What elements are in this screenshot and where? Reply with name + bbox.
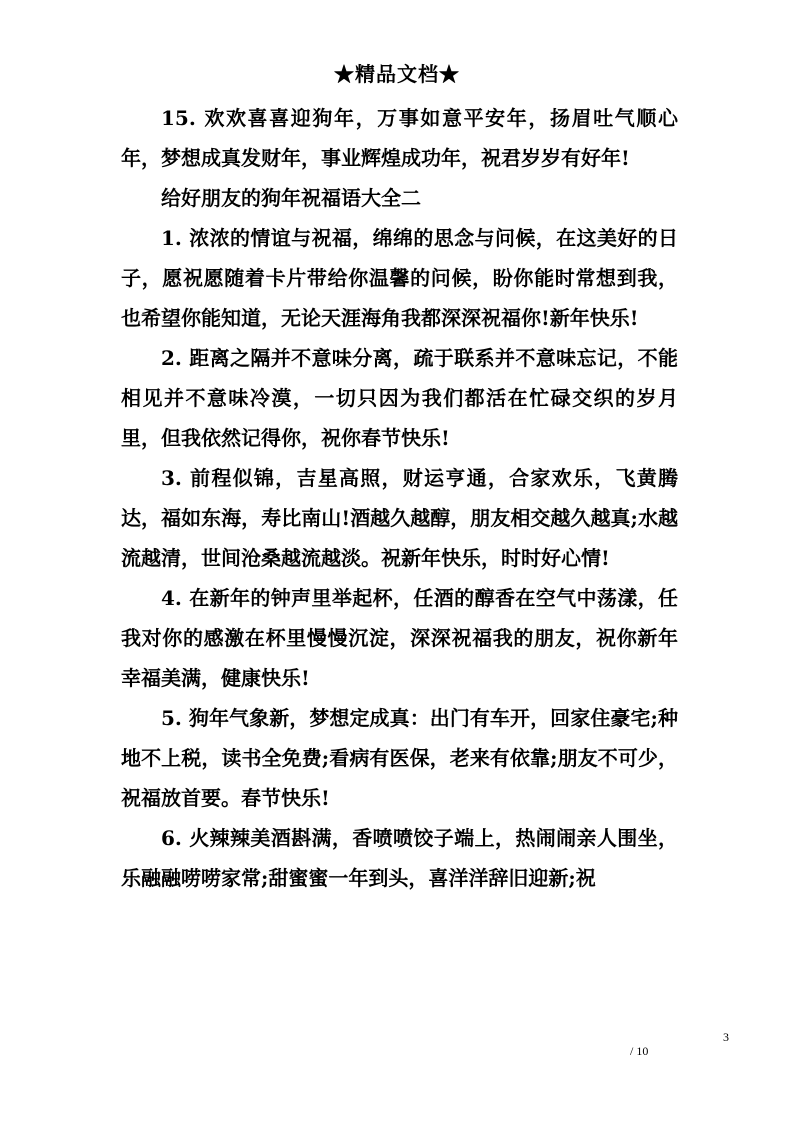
page-number: 3 [723, 1030, 729, 1044]
paragraph-5: 5. 狗年气象新，梦想定成真：出门有车开，回家住豪宅;种地不上税，读书全免费;看病有医保，老来有依靠;朋友不可少，祝福放首要。春节快乐! [121, 706, 678, 810]
paragraph-3: 3. 前程似锦，吉星高照，财运亨通，合家欢乐，飞黄腾达，福如东海，寿比南山!酒越久越醇，朋友相交越久越真;水越流越清，世间沧桑越流越淡。祝新年快乐，时时好心情! [121, 466, 678, 570]
paragraph-6: 6. 火辣辣美酒斟满，香喷喷饺子端上，热闹闹亲人围坐，乐融融唠唠家常;甜蜜蜜一年到头，喜洋洋辞旧迎新;祝 [121, 826, 678, 890]
paragraph-15: 15. 欢欢喜喜迎狗年，万事如意平安年，扬眉吐气顺心年，梦想成真发财年，事业辉煌成功年，祝君岁岁有好年! [121, 106, 678, 170]
paragraph-2: 2. 距离之隔并不意味分离，疏于联系并不意味忘记，不能相见并不意味冷漠，一切只因为我们都活在忙碌交织的岁月里，但我依然记得你，祝你春节快乐! [121, 346, 678, 450]
document-header: ★精品文档★ [334, 62, 460, 86]
paragraph-4: 4. 在新年的钟声里举起杯，任酒的醇香在空气中荡漾，任我对你的感激在杯里慢慢沉淀，深深祝福我的朋友，祝你新年幸福美满，健康快乐! [121, 586, 678, 690]
page-total: / 10 [630, 1044, 649, 1058]
document-body [121, 98, 678, 898]
paragraph-1: 1. 浓浓的情谊与祝福，绵绵的思念与问候，在这美好的日子，愿祝愿随着卡片带给你温馨的问候，盼你能时常想到我，也希望你能知道，无论天涯海角我都深深祝福你!新年快乐! [121, 226, 678, 330]
section-heading: 给好朋友的狗年祝福语大全二 [161, 186, 421, 210]
